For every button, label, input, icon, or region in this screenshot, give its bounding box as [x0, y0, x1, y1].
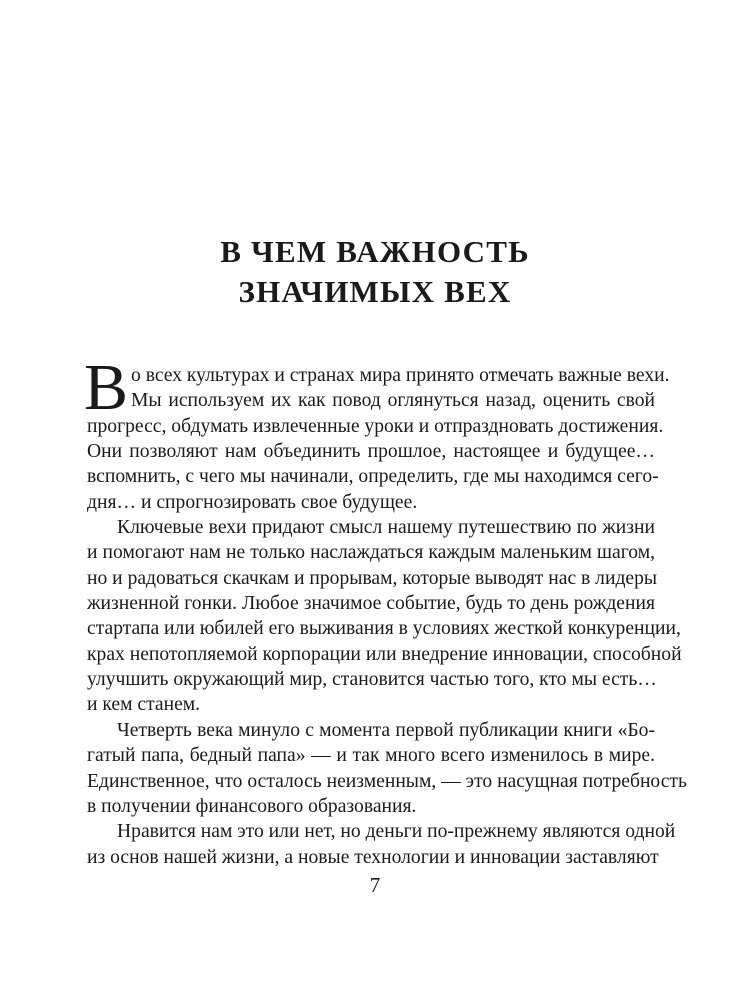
paragraph — [87, 515, 682, 718]
chapter-title-line-2: ЗНАЧИМЫХ ВЕХ — [238, 274, 512, 309]
page-number: 7 — [369, 873, 381, 897]
text-line: стартапа или юбилей его выживания в условиях жесткой конкуренции, — [87, 618, 681, 640]
text-line: Единственное, что осталось неизменным, — это насущная потребность — [87, 770, 687, 792]
drop-cap: В — [84, 351, 129, 424]
text-line: из основ нашей жизни, а новые технологии и инновации заставляют — [87, 846, 659, 868]
text-line: прогресс, обдумать извлеченные уроки и отпраздновать достижения. — [87, 415, 664, 437]
text-line: о всех культурах и странах мира принято отмечать важные вехи. — [131, 365, 670, 386]
text-line: Нравится нам это или нет, но деньги по-прежнему являются одной — [117, 821, 676, 843]
text-line: вспомнить, с чего мы начинали, определить, где мы находимся сего- — [87, 466, 659, 488]
text-line: Четверть века минуло с момента первой публикации книги «Бо- — [117, 719, 655, 741]
text-line: дня… и спрогнозировать свое будущее. — [87, 491, 418, 513]
paragraph — [84, 351, 670, 515]
text-line: жизненной гонки. Любое значимое событие, будь то день рождения — [87, 593, 655, 615]
text-line: крах непотопляемой корпорации или внедрение инновации, способной — [87, 643, 682, 665]
text-line: Ключевые вехи придают смысл нашему путешествию по жизни — [117, 517, 655, 539]
text-line: гатый папа, бедный папа» — и так много всего изменилось в мире. — [87, 745, 655, 767]
body-text — [84, 351, 687, 870]
text-line: и кем станем. — [87, 694, 201, 716]
chapter-title-line-1: В ЧЕМ ВАЖНОСТЬ — [220, 234, 530, 269]
paragraph — [87, 718, 687, 819]
text-line: и помогают нам не только наслаждаться каждым маленьким шагом, — [87, 542, 655, 564]
text-line: Они позволяют нам объединить прошлое, настоящее и будущее… — [87, 441, 655, 463]
paragraph — [87, 819, 676, 870]
text-line: Мы используем их как повод оглянуться назад, оценить свой — [131, 390, 655, 412]
text-line: в получении финансового образования. — [87, 795, 417, 817]
text-line: улучшить окружающий мир, становится частью того, кто мы есть… — [87, 669, 657, 691]
chapter-title — [0, 232, 750, 312]
text-line: но и радоваться скачкам и прорывам, которые выводят нас в лидеры — [87, 567, 658, 589]
